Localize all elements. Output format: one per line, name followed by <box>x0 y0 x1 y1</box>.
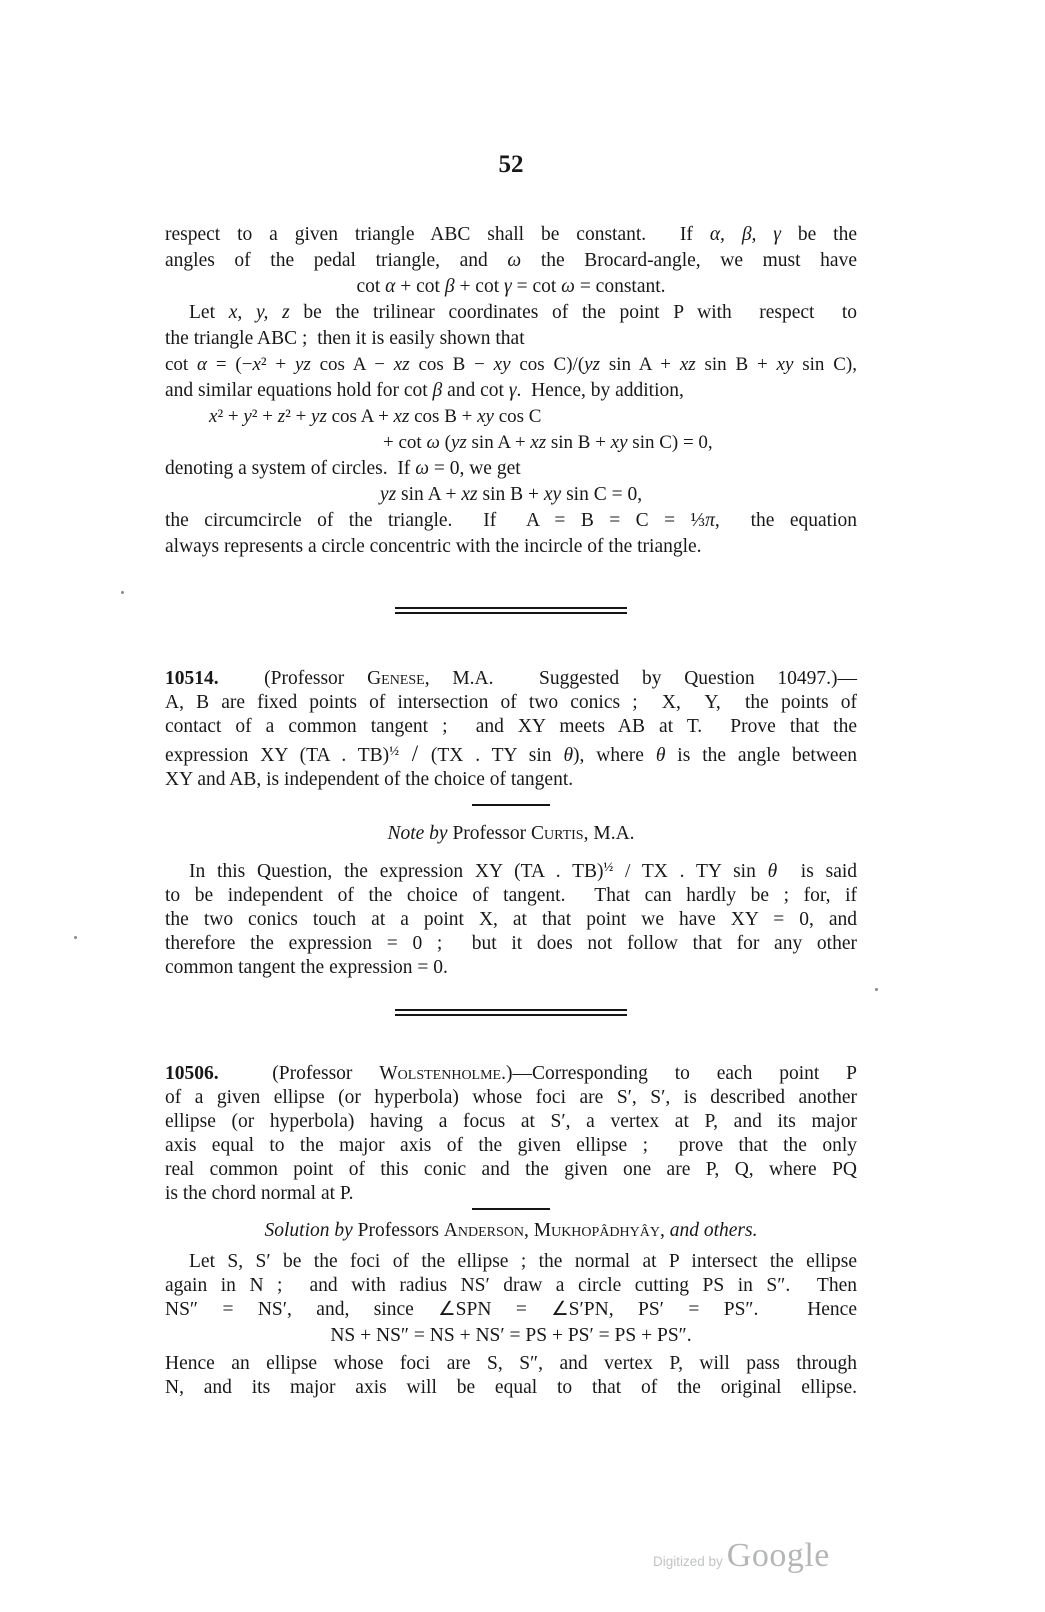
text-line: common tangent the expression = 0. <box>165 957 448 978</box>
equation: + cot ω (yz sin A + xz sin B + xy sin C) = 0, <box>383 432 713 453</box>
text-line: always represents a circle concentric with the incircle of the triangle. <box>165 536 702 557</box>
text-line: ellipse (or hyperbola) having a focus at S′, a vertex at P, and its major <box>165 1111 857 1132</box>
watermark <box>653 1537 830 1575</box>
text-line: A, B are fixed points of intersection of two conics ; X, Y, the points of <box>165 692 857 713</box>
equation: cot α + cot β + cot γ = cot ω = constant. <box>356 276 666 297</box>
text-line: the triangle ABC ; then it is easily shown that <box>165 328 525 349</box>
section-divider <box>395 1009 627 1016</box>
text-line: respect to a given triangle ABC shall be constant. If α, β, γ be the <box>165 224 857 245</box>
text-line: contact of a common tangent ; and XY meets AB at T. Prove that the <box>165 716 857 737</box>
text-line: Let x, y, z be the trilinear coordinates of the point P with respect to <box>189 302 858 323</box>
google-logo: Google <box>726 1537 830 1574</box>
question-heading: 10506. (Professor Wolstenholme.)—Corresponding to each point P <box>165 1063 857 1084</box>
text-line: Let S, S′ be the foci of the ellipse ; the normal at P intersect the ellipse <box>189 1251 857 1272</box>
text-line: of a given ellipse (or hyperbola) whose foci are S′, S′, is described another <box>165 1087 857 1108</box>
text-line: XY and AB, is independent of the choice of tangent. <box>165 769 574 790</box>
page-content <box>165 0 857 1400</box>
equation: NS + NS″ = NS + NS′ = PS + PS′ = PS + PS″. <box>330 1325 692 1346</box>
watermark-text: Digitized by <box>653 1554 723 1569</box>
text-line: the circumcircle of the triangle. If A = B = C = ⅓π, the equation <box>165 510 857 531</box>
text-line: real common point of this conic and the given one are P, Q, where PQ <box>165 1159 857 1180</box>
solution-heading: Solution by Professors Anderson, Mukhopâdhyây, and others. <box>264 1220 758 1241</box>
equation: cot α = (−x² + yz cos A − xz cos B − xy cos C)/(yz sin A + xz sin B + xy sin C), <box>165 354 858 375</box>
text-line: axis equal to the major axis of the given ellipse ; prove that the only <box>165 1135 857 1156</box>
short-rule <box>472 804 550 806</box>
text-line: N, and its major axis will be equal to that of the original ellipse. <box>165 1377 857 1398</box>
note-heading: Note by Professor Curtis, M.A. <box>387 823 635 844</box>
text-line: therefore the expression = 0 ; but it does not follow that for any other <box>165 933 857 954</box>
short-rule <box>472 1208 550 1210</box>
text-line: Hence an ellipse whose foci are S, S″, and vertex P, will pass through <box>165 1353 857 1374</box>
equation: x² + y² + z² + yz cos A + xz cos B + xy cos C <box>209 406 542 427</box>
scan-speck <box>121 591 124 594</box>
text-line: denoting a system of circles. If ω = 0, we get <box>165 458 521 479</box>
equation: yz sin A + xz sin B + xy sin C = 0, <box>379 484 643 505</box>
text-line: angles of the pedal triangle, and ω the Brocard-angle, we must have <box>165 250 857 271</box>
text-line: again in N ; and with radius NS′ draw a circle cutting PS in S″. Then <box>165 1275 857 1296</box>
section-divider <box>395 607 627 614</box>
text-line: NS″ = NS′, and, since ∠SPN = ∠S′PN, PS′ = PS″. Hence <box>165 1299 857 1320</box>
text-line: to be independent of the choice of tangent. That can hardly be ; for, if <box>165 885 857 906</box>
text-line: In this Question, the expression XY (TA . TB)$^{\frac{1}{2}}$ / TX . TY sin θ is said <box>189 859 858 882</box>
scan-speck <box>875 988 878 991</box>
text-line: expression XY (TA . TB)$^{\frac{1}{2}}$ / (TX . TY sin θ), where θ is the angle between <box>165 741 857 766</box>
text-line: and similar equations hold for cot β and cot γ. Hence, by addition, <box>165 380 684 401</box>
page-number: 52 <box>498 151 524 178</box>
text-line: the two conics touch at a point X, at that point we have XY = 0, and <box>165 909 857 930</box>
text-line: is the chord normal at P. <box>165 1183 354 1204</box>
scan-speck <box>74 936 77 939</box>
question-heading: 10514. (Professor Genese, M.A. Suggested by Question 10497.)— <box>165 668 857 689</box>
